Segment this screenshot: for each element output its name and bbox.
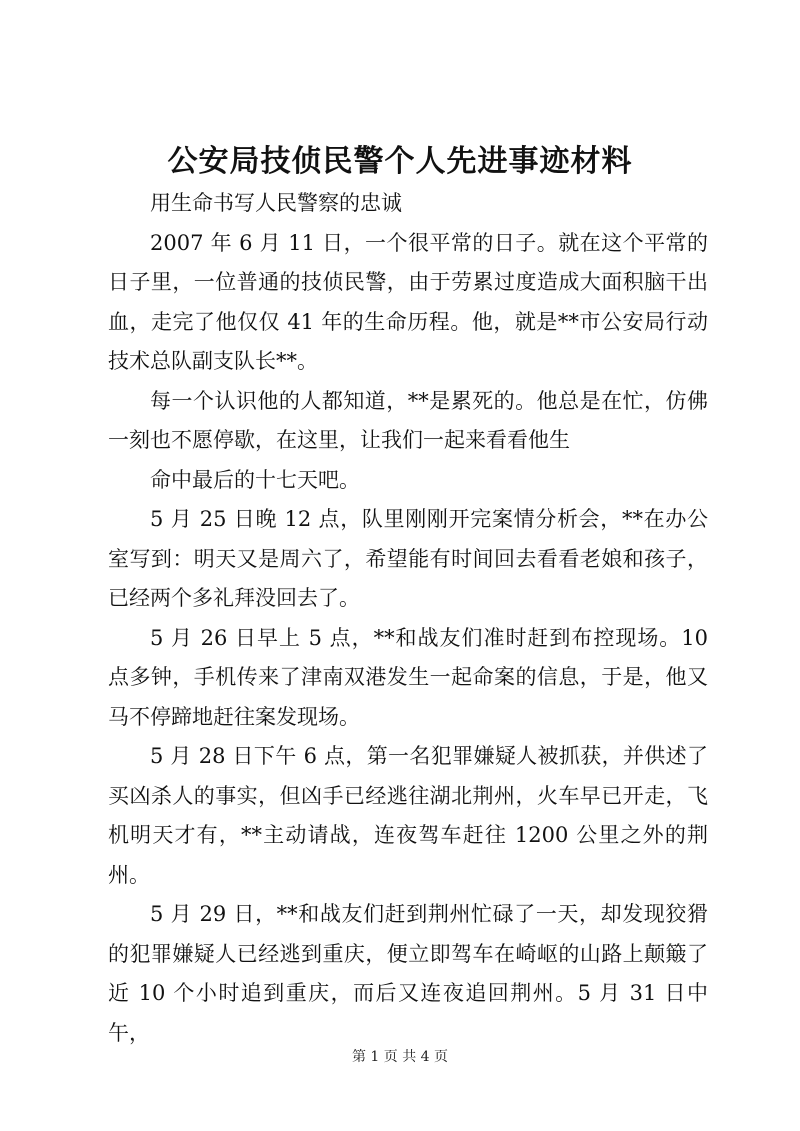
paragraph: 每一个认识他的人都知道，**是累死的。他总是在忙，仿佛一刻也不愿停歇，在这里，让我们一起来看看他生 [108, 388, 708, 452]
page-number-footer: 第 1 页 共 4 页 [351, 1049, 449, 1065]
document-title: 公安局技侦民警个人先进事迹材料 [167, 144, 633, 179]
paragraph: 命中最后的十七天吧。 [150, 467, 360, 492]
paragraph: 5 月 28 日下午 6 点，第一名犯罪嫌疑人被抓获，并供述了买凶杀人的事实，但凶手已经逃往湖北荆州，火车早已开走，飞机明天才有，**主动请战，连夜驾车赶往 1200 公里之外的荆州。 [108, 744, 708, 887]
paragraph: 5 月 25 日晚 12 点，队里刚刚开完案情分析会，**在办公室写到：明天又是周六了，希望能有时间回去看看老娘和孩子，已经两个多礼拜没回去了。 [108, 507, 708, 610]
document-body [108, 184, 708, 1053]
paragraph: 2007 年 6 月 11 日，一个很平常的日子。就在这个平常的日子里，一位普通的技侦民警，由于劳累过度造成大面积脑干出血，走完了他仅仅 41 年的生命历程。他，就是**市公安局行动技术总队副支队长**。 [108, 230, 708, 373]
paragraph-subtitle: 用生命书写人民警察的忠诚 [150, 191, 402, 215]
paragraph: 5 月 29 日，**和战友们赶到荆州忙碌了一天，却发现狡猾的犯罪嫌疑人已经逃到重庆，便立即驾车在崎岖的山路上颠簸了近 10 个小时追到重庆，而后又连夜追回荆州。5 月 31 日中午， [108, 902, 708, 1045]
paragraph: 5 月 26 日早上 5 点，**和战友们准时赶到布控现场。10 点多钟，手机传来了津南双港发生一起命案的信息，于是，他又马不停蹄地赶往案发现场。 [108, 625, 708, 729]
